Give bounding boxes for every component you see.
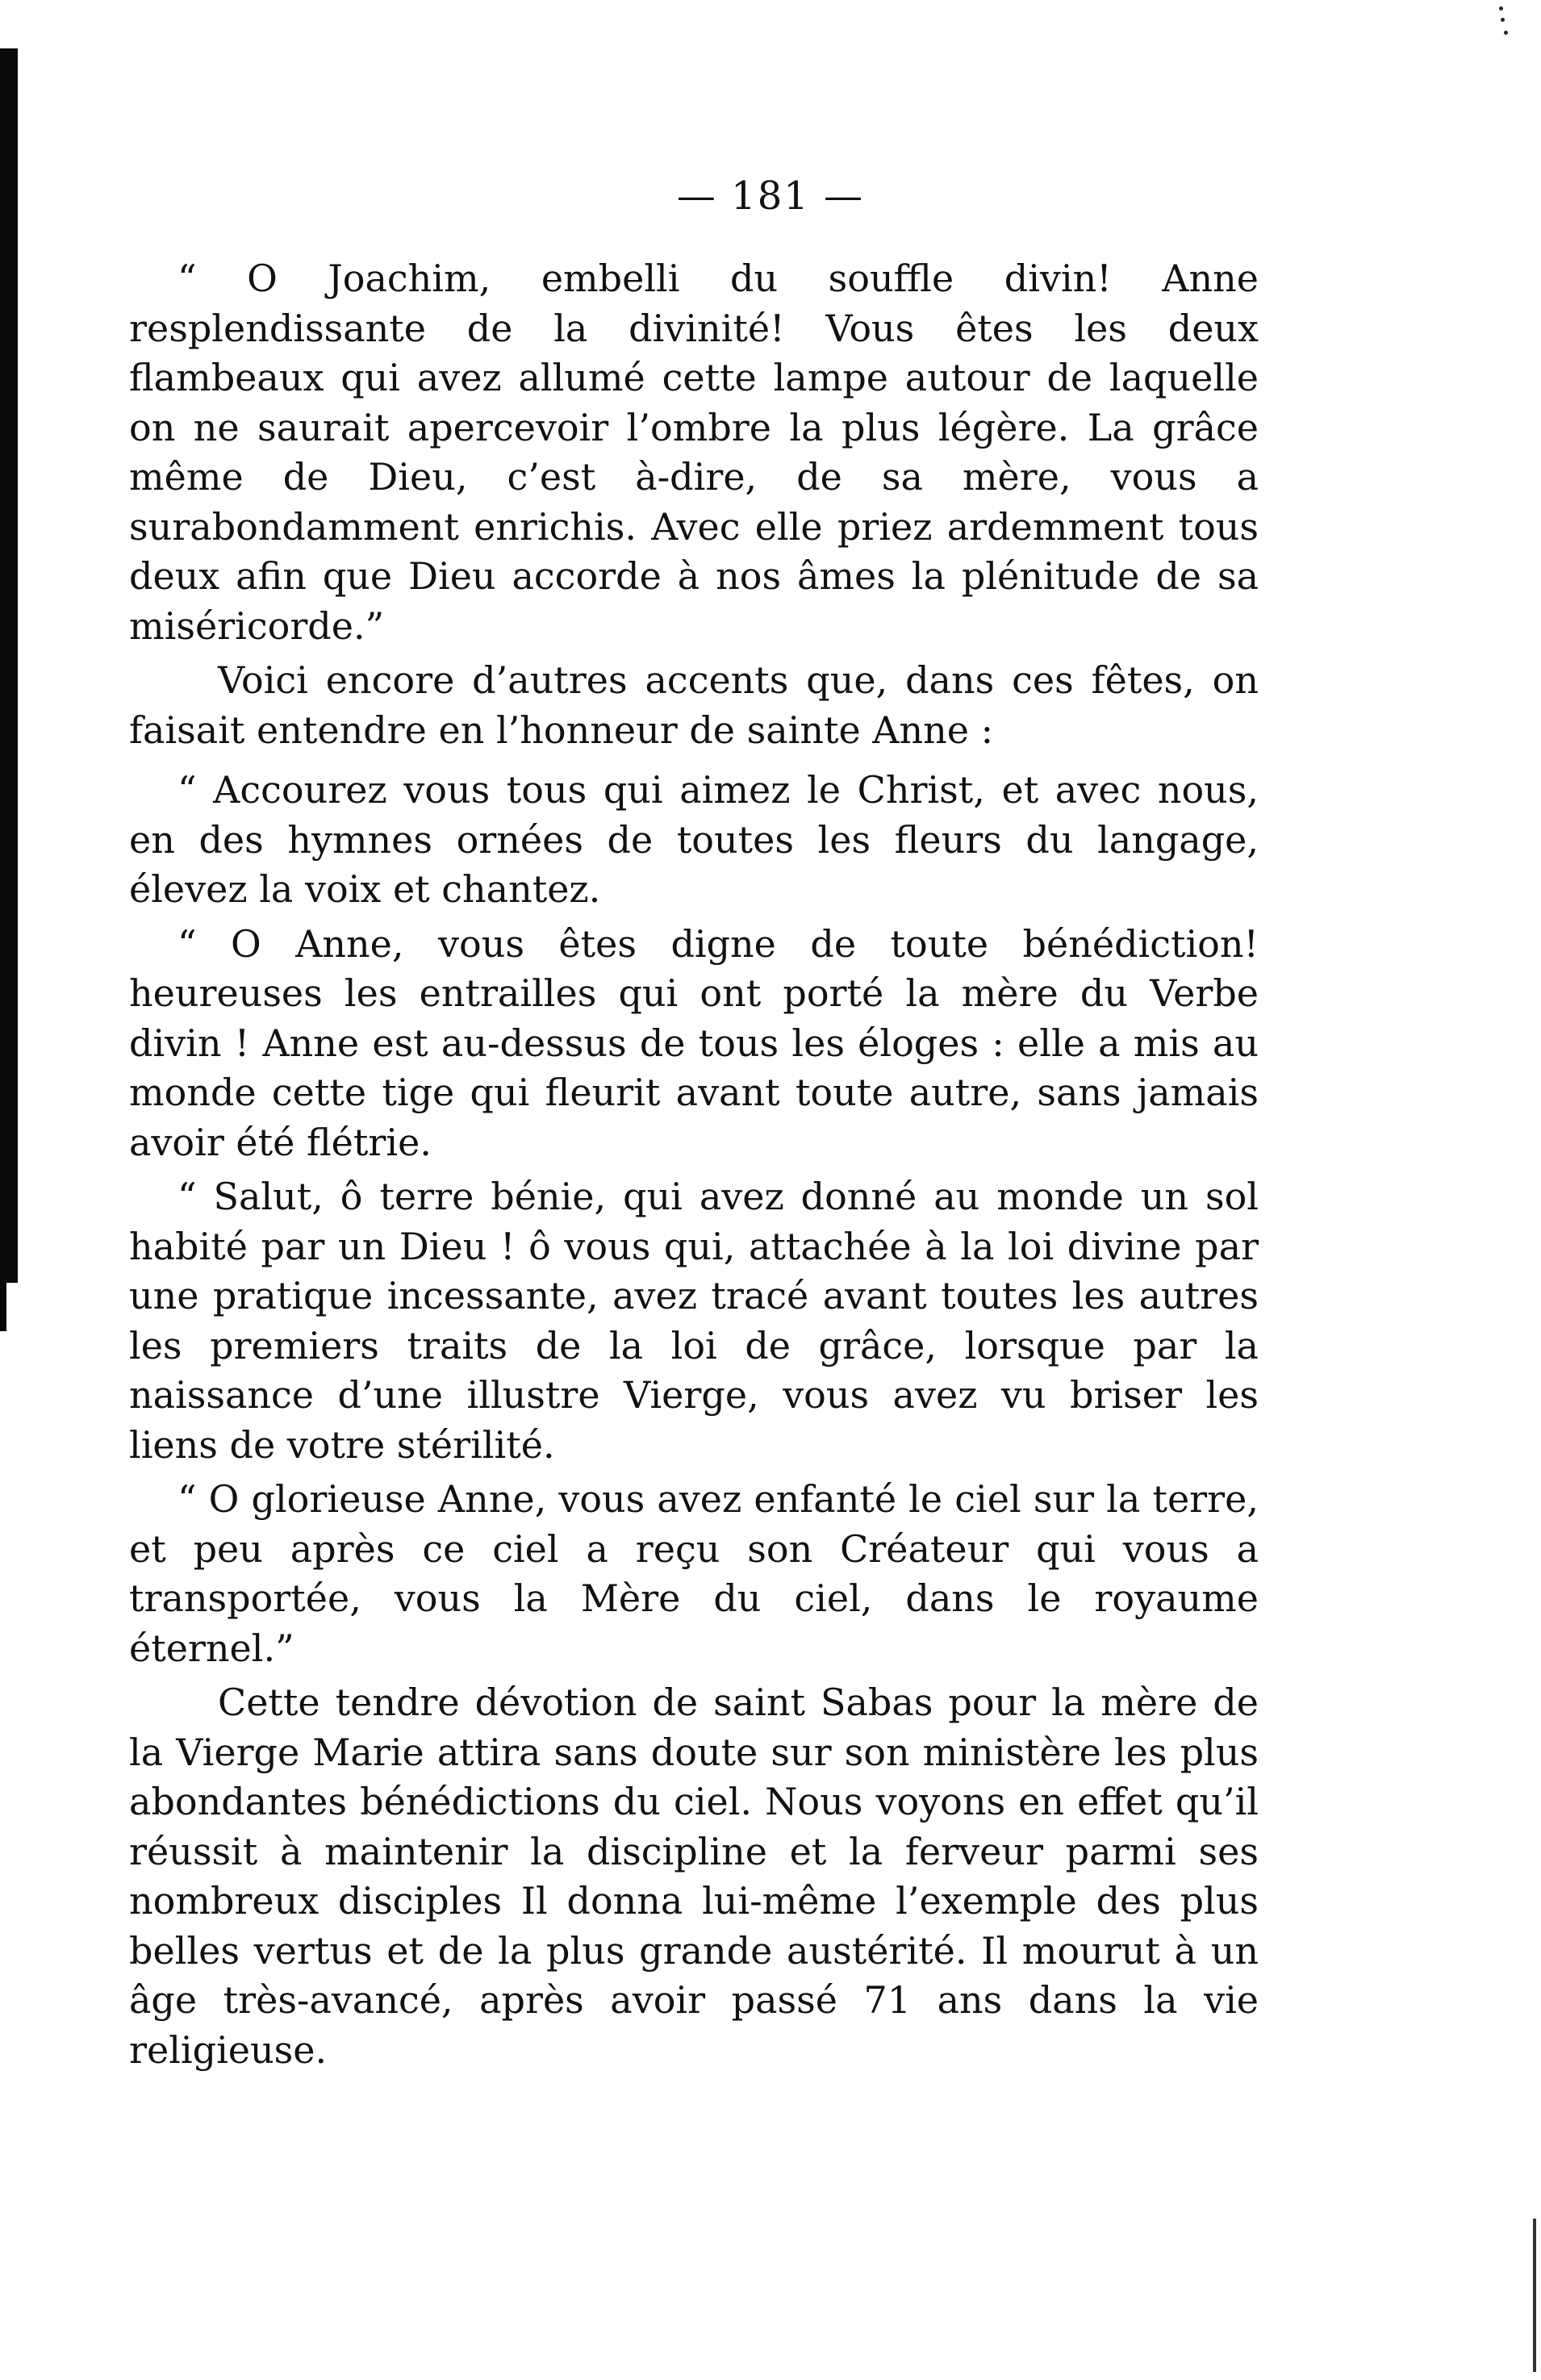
right-edge-mark xyxy=(1533,2219,1536,2372)
paragraph-prayer-joachim-anne: “ O Joachim, embelli du souffle divin! Anne resplendissante de la divinité! Vous êtes les deux flambeaux qui avez allumé cette lampe autour de laquelle on ne saurait apercevoir l’ombre la plus légère. La grâce même de Dieu, c’est à-dire, de sa mère, vous a surabondamment enrichis. Avec elle priez ardemment tous deux afin que Dieu accorde à nos âmes la plénitude de sa miséricorde.” xyxy=(129,257,1259,648)
paragraph-saint-sabas: Cette tendre dévotion de saint Sabas pour la mère de la Vierge Marie attira sans doute sur son ministère les plus abondantes bénédictions du ciel. Nous voyons en effet qu’il réussit à maintenir la discipline et la ferveur parmi ses nombreux disciples Il donna lui-même l’exemple des plus belles vertus et de la plus grande austérité. Il mourut à un âge très-avancé, après avoir passé 71 ans dans la vie religieuse. xyxy=(129,1681,1259,2072)
binding-shadow xyxy=(0,48,18,1283)
scan-specks xyxy=(1499,6,1509,39)
paragraph-o-anne: “ O Anne, vous êtes digne de toute bénédiction! heureuses les entrailles qui ont porté la mère du Verbe divin ! Anne est au-dessus de tous les éloges : elle a mis au monde cette tige qui fleurit avant toute autre, sans jamais avoir été flétrie. xyxy=(129,921,1259,1164)
paragraph-salut-terre-benie: “ Salut, ô terre bénie, qui avez donné au monde un sol habité par un Dieu ! ô vous qui, attachée à la loi divine par une pratique incessante, avez tracé avant toutes les autres les premiers traits de la loi de grâce, lorsque par la naissance d’une illustre Vierge, vous avez vu briser les liens de votre stérilité. xyxy=(129,1175,1259,1467)
paragraph-accourez: “ Accourez vous tous qui aimez le Christ, et avec nous, en des hymnes ornées de toutes les fleurs du langage, élevez la voix et chantez. xyxy=(129,768,1259,911)
paragraph-intro-other-accents: Voici encore d’autres accents que, dans ces fêtes, on faisait entendre en l’honneur de sainte Anne : xyxy=(129,658,1259,752)
binding-shadow-lower xyxy=(0,1283,6,1331)
page-number: — 181 — xyxy=(676,173,865,219)
body-text xyxy=(129,254,1259,2086)
paragraph-o-glorieuse-anne: “ O glorieuse Anne, vous avez enfanté le ciel sur la terre, et peu après ce ciel a reçu son Créateur qui vous a transportée, vous la Mère du ciel, dans le royaume éternel.” xyxy=(129,1477,1259,1670)
